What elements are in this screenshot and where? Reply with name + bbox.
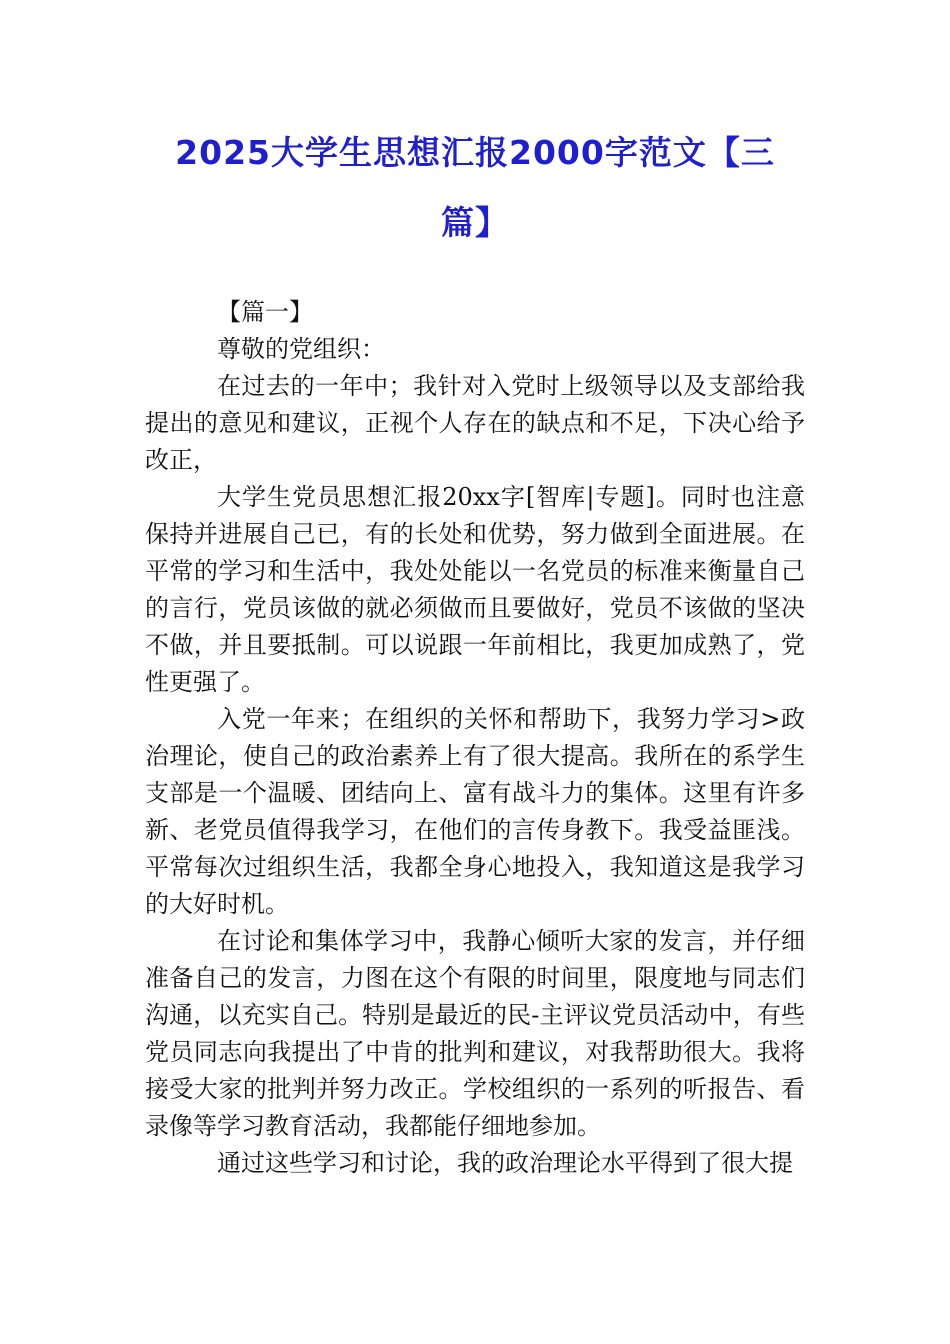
salutation: 尊敬的党组织： [217, 335, 385, 363]
paragraph: 入党一年来；在组织的关怀和帮助下，我努力学习>政治理论，使自己的政治素养上有了很大提高。我所在的系学生支部是一个温暖、团结向上、富有战斗力的集体。这里有许多新、老党员值得我学习，在他们的言传身教下。我受益匪浅。平常每次过组织生活，我都全身心地投入，我知道这是我学习的大好时机。 [145, 705, 805, 918]
paragraph: 大学生党员思想汇报20xx字[智库|专题]。同时也注意保持并进展自己已，有的长处和优势，努力做到全面进展。在平常的学习和生活中，我处处能以一名党员的标准来衡量自己的言行，党员该做的就必须做而且要做好，党员不该做的坚决不做，并且要抵制。可以说跟一年前相比，我更加成熟了，党性更强了。 [145, 483, 805, 696]
paragraph: 在讨论和集体学习中，我静心倾听大家的发言，并仔细准备自己的发言，力图在这个有限的时间里，限度地与同志们沟通，以充实自己。特别是最近的民-主评议党员活动中，有些党员同志向我提出了中肯的批判和建议，对我帮助很大。我将接受大家的批判并努力改正。学校组织的一系列的听报告、看录像等学习教育活动，我都能仔细地参加。 [145, 927, 805, 1140]
document-title: 2025大学生思想汇报2000字范文【三篇】 [175, 133, 775, 242]
document-body [145, 294, 805, 1182]
section-heading: 【篇一】 [217, 298, 313, 326]
paragraph: 在过去的一年中；我针对入党时上级领导以及支部给我提出的意见和建议，正视个人存在的缺点和不足，下决心给予改正， [145, 372, 805, 474]
paragraph: 通过这些学习和讨论，我的政治理论水平得到了很大提 [217, 1149, 793, 1177]
